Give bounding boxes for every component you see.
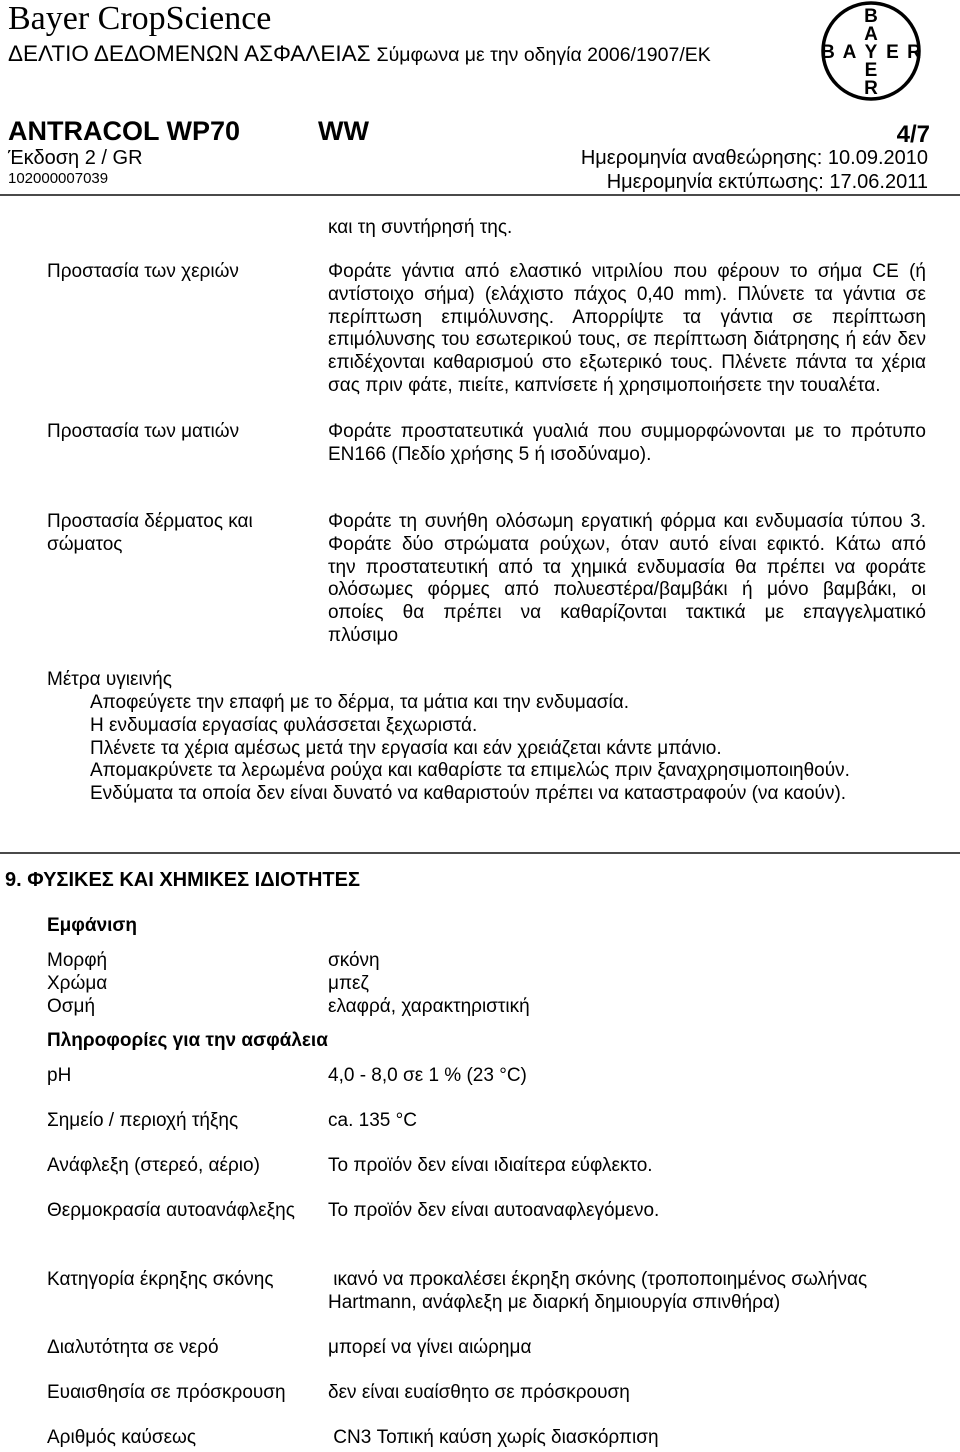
document-version: Έκδοση 2 / GR bbox=[8, 147, 143, 169]
hand-protection-line: Φοράτε γάντια από ελαστικό νιτριλίου που φέρουν το σήμα CE (ή bbox=[328, 261, 926, 282]
logo-letter-v-b: B bbox=[864, 6, 878, 27]
property-value bbox=[328, 1269, 926, 1315]
logo-letter-v-e: E bbox=[864, 60, 878, 81]
document-title bbox=[8, 41, 711, 70]
eye-protection-label: Προστασία των ματιών bbox=[47, 421, 240, 442]
property-label: Οσμή bbox=[47, 995, 96, 1017]
property-label: Χρώμα bbox=[47, 972, 108, 994]
property-value: ελαφρά, χαρακτηριστική bbox=[328, 995, 530, 1017]
section-divider bbox=[0, 852, 960, 854]
document-regulation: Σύμφωνα με την οδηγία 2006/1907/ΕΚ bbox=[376, 44, 711, 66]
section-9-heading: 9. ΦΥΣΙΚΕΣ ΚΑΙ ΧΗΜΙΚΕΣ ΙΔΙΟΤΗΤΕΣ bbox=[5, 869, 360, 891]
property-value: σκόνη bbox=[328, 950, 380, 971]
hand-protection-label: Προστασία των χεριών bbox=[47, 261, 239, 282]
continued-text-line: και τη συντήρησή της. bbox=[328, 217, 513, 238]
property-value bbox=[328, 1337, 926, 1360]
document-title-main: ΔΕΛΤΙΟ ΔΕΔΟΜΕΝΩΝ ΑΣΦΑΛΕΙΑΣ bbox=[8, 41, 371, 66]
property-label: Μορφή bbox=[47, 950, 108, 971]
region-code: WW bbox=[318, 116, 369, 146]
skin-protection-label bbox=[47, 511, 253, 557]
product-name: ANTRACOL WP70 bbox=[8, 116, 241, 146]
page-number: 4/7 bbox=[896, 121, 930, 148]
property-value-line: Hartmann, ανάφλεξη με διαρκή δημιουργία σπινθήρα) bbox=[328, 1291, 781, 1313]
safety-info-heading: Πληροφορίες για την ασφάλεια bbox=[47, 1030, 328, 1051]
logo-letter-y: Y bbox=[864, 42, 878, 63]
eye-protection-line: EN166 (Πεδίο χρήσης 5 ή ισοδύναμο). bbox=[328, 443, 652, 465]
property-value bbox=[328, 1382, 926, 1405]
bayer-logo bbox=[810, 0, 932, 102]
property-label: pH bbox=[47, 1065, 72, 1086]
skin-protection-line: οποίες θα πρέπει να καθαρίζονται τακτικά με επαγγελματικό bbox=[328, 602, 926, 624]
logo-letter-v-r: R bbox=[864, 78, 878, 99]
property-value bbox=[328, 1155, 926, 1178]
property-label: Διαλυτότητα σε νερό bbox=[47, 1337, 219, 1358]
logo-letter-h-b: B bbox=[821, 42, 835, 63]
property-label: Αριθμός καύσεως bbox=[47, 1427, 197, 1448]
skin-protection-line: πλύσιμο bbox=[328, 624, 399, 646]
skin-protection-line: ολόσωμες φόρμες από πολυεστέρα/βαμβάκι ή μόνο βαμβάκι, οι bbox=[328, 579, 926, 601]
hygiene-item: Πλένετε τα χέρια αμέσως μετά την εργασία και εάν χρειάζεται κάντε μπάνιο. bbox=[90, 737, 722, 759]
document-number: 102000007039 bbox=[8, 170, 109, 187]
skin-protection-line: Φοράτε δύο στρώματα ρούχων, όταν αυτό είναι εφικτό. Κάτω από bbox=[328, 533, 926, 555]
property-value-line: Το προϊόν δεν είναι αυτοαναφλεγόμενο. bbox=[328, 1200, 660, 1221]
property-value-line: μπορεί να γίνει αιώρημα bbox=[328, 1337, 532, 1358]
property-value-line: δεν είναι ευαίσθητο σε πρόσκρουση bbox=[328, 1382, 630, 1403]
hand-protection-line: επιδέχονται καθαρισμού στο εξωτερικό τους. Πλένετε πάντα τα χέρια bbox=[328, 352, 926, 374]
property-value-line: ικανό να προκαλέσει έκρηξη σκόνης (τροποποιημένος σωλήνας bbox=[328, 1269, 868, 1290]
logo-letter-h-a: A bbox=[842, 42, 857, 63]
hygiene-list bbox=[90, 692, 850, 806]
logo-letter-v-a: A bbox=[864, 24, 878, 45]
logo-letter-h-r: R bbox=[907, 42, 921, 63]
property-value-line: Το προϊόν δεν είναι ιδιαίτερα εύφλεκτο. bbox=[328, 1155, 653, 1176]
eye-protection-text bbox=[328, 421, 926, 467]
hygiene-item: Η ενδυμασία εργασίας φυλάσσεται ξεχωριστά. bbox=[90, 714, 478, 736]
skin-protection-label-line: σώματος bbox=[47, 533, 123, 555]
continued-text bbox=[328, 217, 926, 240]
property-value bbox=[328, 1110, 926, 1133]
property-label: Ευαισθησία σε πρόσκρουση bbox=[47, 1382, 286, 1403]
skin-protection-line: την προστατευτική από τα χημικά ενδυμασία θα πρέπει να φοράτε bbox=[328, 556, 926, 578]
company-name: Bayer CropScience bbox=[8, 0, 272, 37]
revision-date: Ημερομηνία αναθεώρησης: 10.09.2010 bbox=[580, 147, 928, 169]
property-value-line: CN3 Τοπική καύση χωρίς διασκόρπιση bbox=[328, 1427, 659, 1448]
eye-protection-line: Φοράτε προστατευτικά γυαλιά που συμμορφώνονται με το πρότυπο bbox=[328, 421, 926, 442]
property-value bbox=[328, 1427, 926, 1450]
hand-protection-text bbox=[328, 261, 926, 398]
header-divider bbox=[0, 194, 960, 196]
skin-protection-line: Φοράτε τη συνήθη ολόσωμη εργατική φόρμα και ενδυμασία τύπου 3. bbox=[328, 511, 926, 532]
appearance-labels bbox=[47, 950, 107, 1018]
hygiene-item: Ενδύματα τα οποία δεν είναι δυνατό να καθαριστούν πρέπει να καταστραφούν (να καούν). bbox=[90, 783, 847, 805]
appearance-values bbox=[328, 950, 926, 1018]
property-value: μπεζ bbox=[328, 972, 369, 994]
property-value-line: 4,0 - 8,0 σε 1 % (23 °C) bbox=[328, 1065, 527, 1086]
hand-protection-line: περίπτωση επιμόλυνσης. Απορρίψτε τα γάντια σε περίπτωση bbox=[328, 306, 926, 328]
hand-protection-line: αντίστοιχο σήμα) (ελάχιστο πάχος 0,40 mm). Πλύνετε τα γάντια σε bbox=[328, 283, 926, 305]
hygiene-item: Αποφεύγετε την επαφή με το δέρμα, τα μάτια και την ενδυμασία. bbox=[90, 692, 630, 713]
skin-protection-text bbox=[328, 511, 926, 648]
property-value-line: ca. 135 °C bbox=[328, 1110, 417, 1131]
logo-letter-h-e: E bbox=[886, 42, 899, 63]
property-value bbox=[328, 1065, 926, 1088]
appearance-heading: Εμφάνιση bbox=[47, 915, 138, 936]
property-label: Θερμοκρασία αυτοανάφλεξης bbox=[47, 1200, 295, 1221]
hand-protection-line: επιμόλυνσης του εσωτερικού τους, σε περίπτωση διάτρησης ή εάν δεν bbox=[328, 329, 926, 351]
property-value bbox=[328, 1200, 926, 1223]
hygiene-item: Απομακρύνετε τα λερωμένα ρούχα και καθαρίστε τα επιμελώς πριν ξαναχρησιμοποιηθούν. bbox=[90, 760, 850, 782]
property-label: Κατηγορία έκρηξης σκόνης bbox=[47, 1269, 274, 1290]
print-date: Ημερομηνία εκτύπωσης: 17.06.2011 bbox=[606, 171, 928, 193]
property-label: Σημείο / περιοχή τήξης bbox=[47, 1110, 239, 1131]
skin-protection-label-line: Προστασία δέρματος και bbox=[47, 511, 253, 532]
hand-protection-line: σας πριν φάτε, πιείτε, καπνίσετε ή χρησιμοποιήσετε την τουαλέτα. bbox=[328, 374, 881, 396]
hygiene-title: Μέτρα υγιεινής bbox=[47, 669, 172, 690]
property-label: Ανάφλεξη (στερεό, αέριο) bbox=[47, 1155, 260, 1176]
